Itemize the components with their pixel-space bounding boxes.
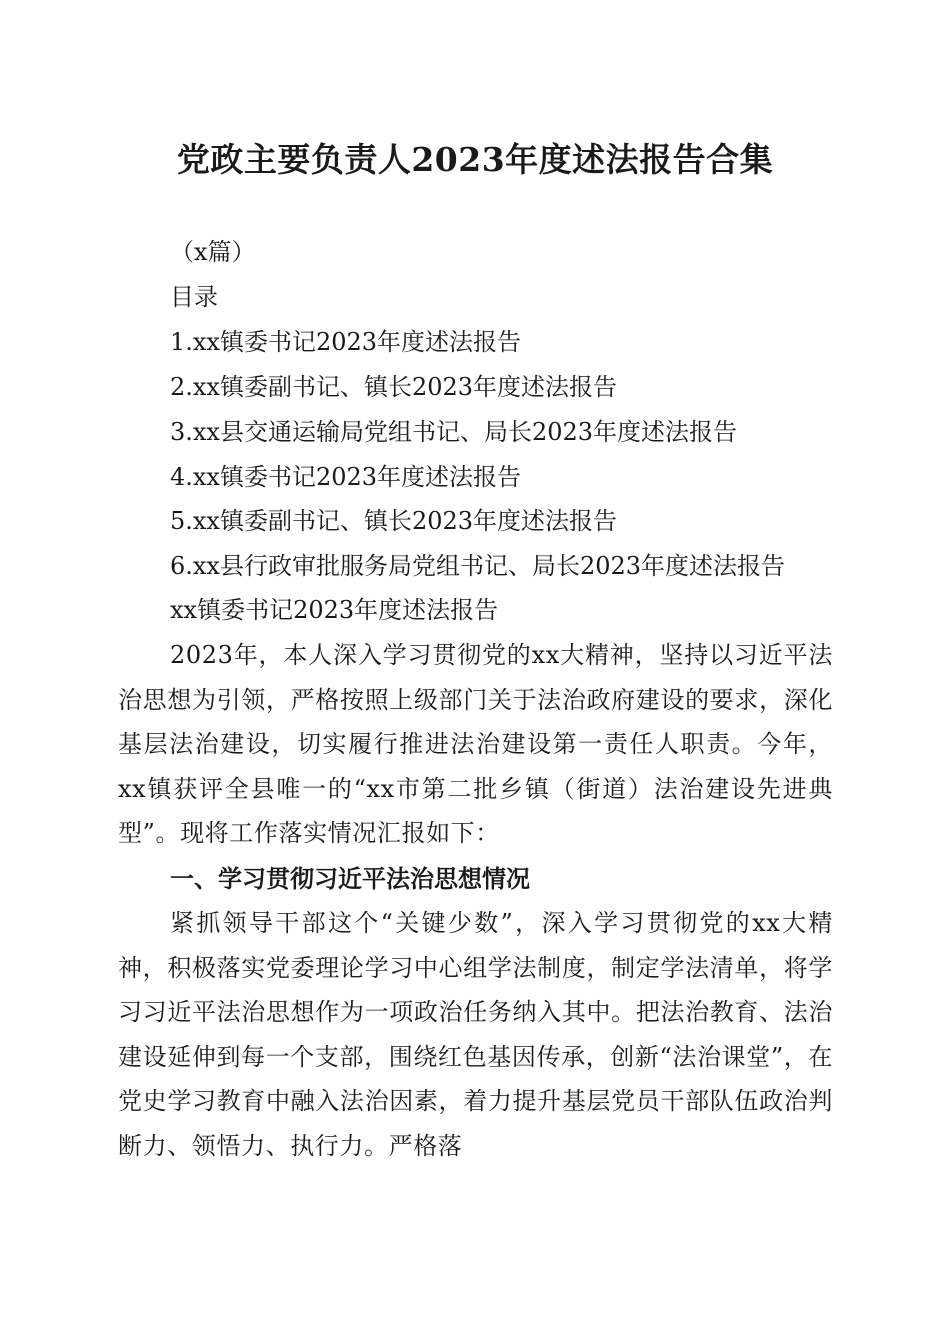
intro-paragraph: 2023年，本人深入学习贯彻党的xx大精神，坚持以习近平法治思想为引领，严格按照上级部门关于法治政府建设的要求，深化基层法治建设，切实履行推进法治建设第一责任人职责。今年，xx镇获评全县唯一的“xx市第二批乡镇（街道）法治建设先进典型”。现将工作落实情况汇报如下：: [118, 641, 833, 847]
toc-item-4: 4.xx镇委书记2023年度述法报告: [170, 463, 522, 491]
toc-item-5: 5.xx镇委副书记、镇长2023年度述法报告: [170, 507, 618, 535]
count-note: （x篇）: [170, 238, 256, 266]
document-title: 党政主要负责人2023年度述法报告合集: [176, 140, 774, 179]
report-title: xx镇委书记2023年度述法报告: [170, 596, 499, 624]
section-paragraph: 紧抓领导干部这个“关键少数”，深入学习贯彻党的xx大精神，积极落实党委理论学习中心组学法制度，制定学法清单，将学习习近平法治思想作为一项政治任务纳入其中。把法治教育、法治建设延伸到每一个支部，围绕红色基因传承，创新“法治课堂”，在党史学习教育中融入法治因素，着力提升基层党员干部队伍政治判断力、领悟力、执行力。严格落: [118, 909, 833, 1160]
toc-item-3: 3.xx县交通运输局党组书记、局长2023年度述法报告: [170, 418, 738, 446]
section-heading: 一、学习贯彻习近平法治思想情况: [170, 865, 530, 893]
toc-item-2: 2.xx镇委副书记、镇长2023年度述法报告: [170, 373, 618, 401]
toc-item-6: 6.xx县行政审批服务局党组书记、局长2023年度述法报告: [170, 552, 786, 580]
toc-item-1: 1.xx镇委书记2023年度述法报告: [170, 328, 522, 356]
toc-heading: 目录: [170, 283, 218, 311]
